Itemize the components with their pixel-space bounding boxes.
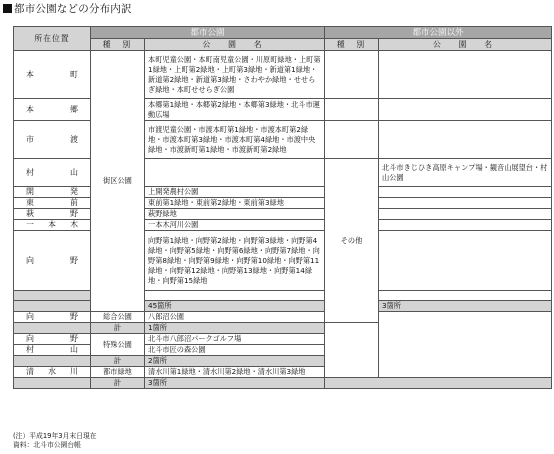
location-cell: 向 野: [14, 231, 91, 291]
other-park-cell: [379, 198, 552, 209]
title-text: 都市公園などの分布内訳: [14, 3, 132, 15]
black-square-icon: [3, 4, 12, 13]
page-title: [3, 2, 132, 16]
category-cell: 都市緑地: [91, 367, 145, 378]
park-names-cell: 清水川第1緑地・清水川第2緑地・清水川第3緑地: [145, 367, 325, 378]
location-header: 所在位置: [14, 27, 91, 51]
empty-area: [379, 312, 552, 378]
other-category-cell: [325, 121, 379, 159]
location-cell: 村 山: [14, 159, 91, 187]
location-cell: 一 本 木: [14, 220, 91, 231]
empty-area: [325, 378, 552, 389]
location-cell: 東 前: [14, 198, 91, 209]
park-names-cell: 東前第1緑地・東前第2緑地・東前第3緑地: [145, 198, 325, 209]
location-cell: [14, 323, 91, 334]
park-names-cell: 市渡児童公園・市渡本町第1緑地・市渡本町第2緑地・市渡本町第3緑地・市渡本町第4緑地・市渡中央緑地・市渡新町第1緑地・市渡新町第2緑地: [145, 121, 325, 159]
location-cell: 向 野: [14, 334, 91, 345]
subtotal-row: [14, 378, 552, 389]
location-cell: 本 郷: [14, 99, 91, 121]
location-cell: [14, 356, 91, 367]
other-park-cell: [379, 51, 552, 99]
total-value: 1箇所: [145, 323, 325, 334]
header-row-2: [14, 39, 552, 51]
total-value: 3箇所: [145, 378, 325, 389]
park-names-cell: 本町児童公園・本町南児童公園・川原町緑地・上町第1緑地・上町第2緑地・上町第3緑地・新道第1緑地・新道第2緑地・新道第3緑地・さわやか緑地・せせらぎ緑地・本町せせらぎ公園: [145, 51, 325, 99]
other-park-name-header: 公 園 名: [379, 39, 552, 51]
other-park-cell: [379, 209, 552, 220]
other-park-cell: [379, 99, 552, 121]
other-park-cell: [379, 121, 552, 159]
location-cell: [14, 301, 91, 312]
footnotes: [13, 432, 97, 450]
total-value: 2箇所: [145, 356, 325, 367]
park-names-cell: [145, 159, 325, 187]
other-park-cell: [379, 231, 552, 291]
urban-category-header: 種 別: [91, 39, 145, 51]
park-names-cell: 上開発農村公園: [145, 187, 325, 198]
other-park-cell: [379, 291, 552, 301]
location-cell: 向 野: [14, 312, 91, 323]
other-park-cell: 北斗市きじひき高原キャンプ場・観音山展望台・村山公園: [379, 159, 552, 187]
table-row: [14, 312, 552, 323]
location-cell: [14, 291, 91, 301]
other-category-cell: [325, 99, 379, 121]
non-urban-park-header: 都市公園以外: [325, 27, 552, 39]
location-cell: 村 山: [14, 345, 91, 356]
park-names-cell: [145, 291, 325, 301]
source-text: 資料：北斗市公園台帳: [13, 441, 81, 449]
location-cell: 萩 野: [14, 209, 91, 220]
location-cell: [14, 378, 91, 389]
note-text: (注）平成19年3月末日現在: [13, 432, 97, 440]
urban-park-name-header: 公 園 名: [145, 39, 325, 51]
park-names-cell: 一本木河川公園: [145, 220, 325, 231]
park-names-cell: 北斗市八郎沼パークゴルフ場: [145, 334, 325, 345]
park-names-cell: 八郎沼公園: [145, 312, 325, 323]
urban-park-header: 都市公園: [91, 27, 325, 39]
other-park-cell: [379, 220, 552, 231]
category-cell: 特殊公園: [91, 334, 145, 356]
total-label: 計: [91, 378, 145, 389]
other-category-cell: [325, 51, 379, 99]
table-row: [14, 51, 552, 99]
park-names-cell: 向野第1緑地・向野第2緑地・向野第3緑地・向野第4緑地・向野第5緑地・向野第6緑地・向野第7緑地・向野第8緑地・向野第9緑地・向野第10緑地・向野第11緑地・向野第12緑地・向野第13緑地・向野第14緑地・向野第15緑地: [145, 231, 325, 291]
park-names-cell: 北斗市匠の森公園: [145, 345, 325, 356]
other-park-cell: [379, 187, 552, 198]
park-names-cell: 萩野緑地: [145, 209, 325, 220]
other-category-header: 種 別: [325, 39, 379, 51]
header-row-1: [14, 27, 552, 39]
location-cell: 市 渡: [14, 121, 91, 159]
other-total-value: 3箇所: [379, 301, 552, 312]
location-cell: 清 水 川: [14, 367, 91, 378]
total-label: 計: [91, 356, 145, 367]
total-label: 計: [91, 323, 145, 334]
category-cell: 総合公園: [91, 312, 145, 323]
other-category-cell: その他: [325, 159, 379, 323]
location-cell: 本 町: [14, 51, 91, 99]
location-cell: 開 発: [14, 187, 91, 198]
distribution-table: [13, 26, 552, 389]
gaiku-total-value: 45箇所: [145, 301, 325, 312]
park-names-cell: 本郷第1緑地・本郷第2緑地・本郷第3緑地・北斗市運動広場: [145, 99, 325, 121]
category-cell: 街区公園: [91, 51, 145, 312]
